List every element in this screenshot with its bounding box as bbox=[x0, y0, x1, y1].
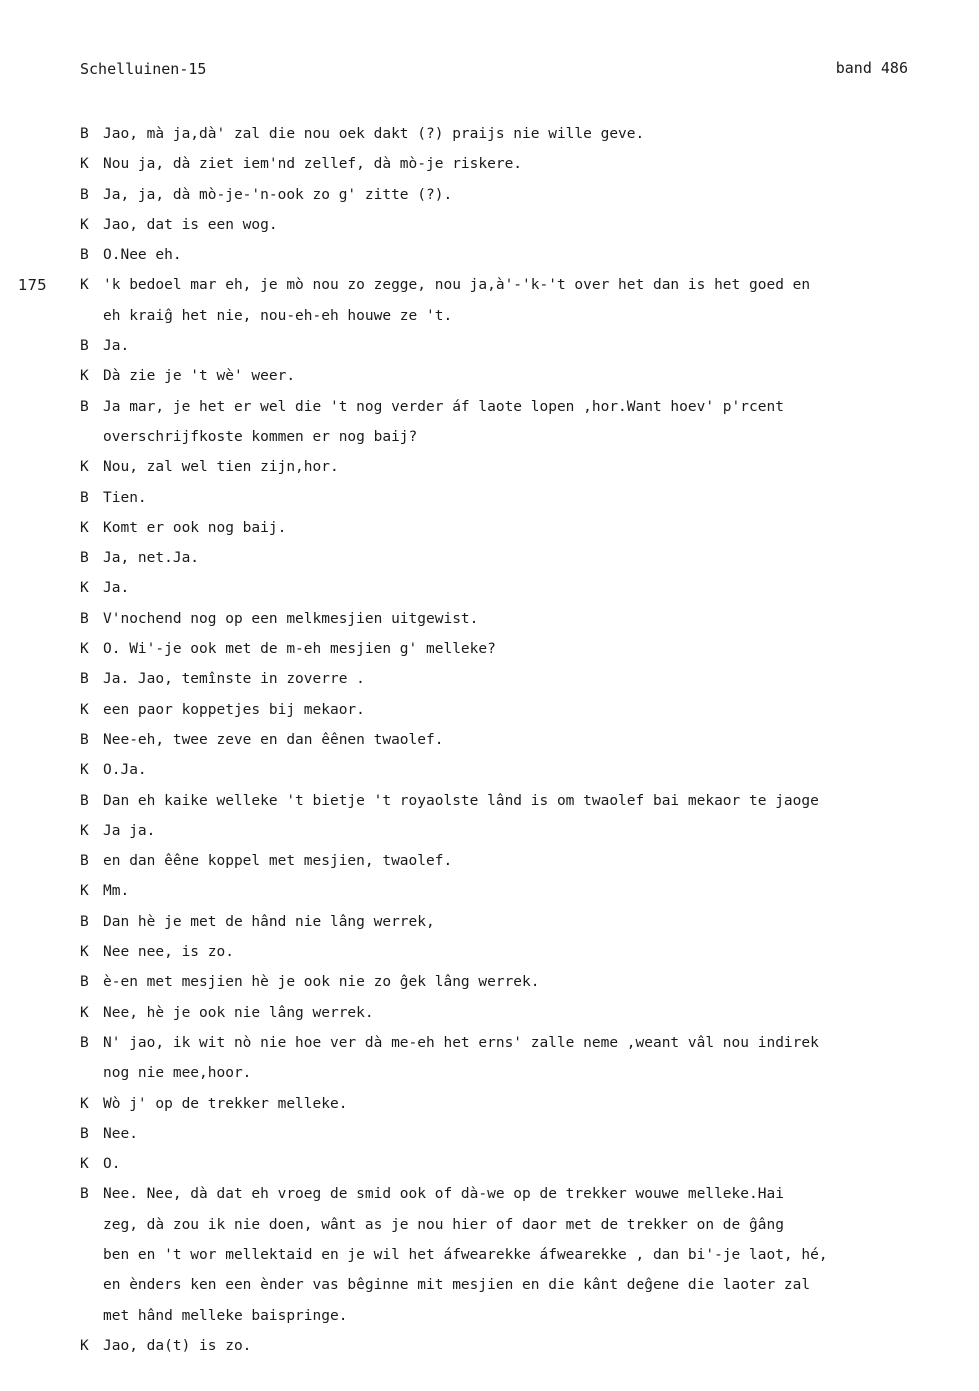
transcript-line bbox=[0, 392, 979, 422]
utterance-text: Ja. bbox=[103, 338, 130, 355]
utterance-text: Nee-eh, twee zeve en dan êênen twaolef. bbox=[103, 731, 444, 748]
utterance-text: Jao, dat is een wog. bbox=[103, 216, 278, 233]
speaker-label: B bbox=[80, 1034, 89, 1051]
speaker-label: B bbox=[80, 338, 89, 355]
utterance-text: Ja, net.Ja. bbox=[103, 550, 200, 567]
transcript-line bbox=[0, 119, 979, 149]
utterance-text: Dan eh kaike welleke 't bietje 't royaolste lând is om twaolef bai mekaor te jaoge bbox=[103, 792, 819, 809]
utterance-text: Ja. Jao, temînste in zoverre . bbox=[103, 671, 365, 688]
utterance-text: 'k bedoel mar eh, je mò nou zo zegge, nou ja,à'-'k-'t over het dan is het goed en bbox=[103, 277, 811, 294]
speaker-label: K bbox=[80, 822, 89, 839]
document-title: Schelluinen-15 bbox=[80, 60, 207, 78]
utterance-text: Ja, ja, dà mò-je-'n-ook zo g' zitte (?). bbox=[103, 186, 453, 203]
utterance-text: V'nochend nog op een melkmesjien uitgewist. bbox=[103, 610, 479, 627]
speaker-label: K bbox=[80, 944, 89, 961]
utterance-text: en ènders ken een ènder vas bêginne mit mesjien en die kânt deĝene die laoter zal bbox=[103, 1277, 811, 1294]
utterance-text: nog nie mee,hoor. bbox=[103, 1065, 252, 1082]
transcript-line bbox=[0, 1240, 979, 1270]
transcript-line bbox=[0, 907, 979, 937]
transcript-line bbox=[0, 331, 979, 361]
transcript-line bbox=[0, 1270, 979, 1300]
utterance-text: en dan êêne koppel met mesjien, twaolef. bbox=[103, 853, 453, 870]
utterance-text: Nou, zal wel tien zijn,hor. bbox=[103, 459, 339, 476]
utterance-text: overschrijfkoste kommen er nog baij? bbox=[103, 428, 418, 445]
speaker-label: K bbox=[80, 1337, 89, 1354]
speaker-label: K bbox=[80, 762, 89, 779]
speaker-label: K bbox=[80, 641, 89, 658]
line-number: 175 bbox=[18, 276, 47, 295]
transcript-line bbox=[0, 846, 979, 876]
speaker-label: B bbox=[80, 247, 89, 264]
speaker-label: B bbox=[80, 550, 89, 567]
speaker-label: K bbox=[80, 519, 89, 536]
transcript-line bbox=[0, 543, 979, 573]
transcript-line bbox=[0, 149, 979, 179]
utterance-text: Komt er ook nog baij. bbox=[103, 519, 287, 536]
transcript-line bbox=[0, 876, 979, 906]
transcript-line bbox=[0, 452, 979, 482]
speaker-label: K bbox=[80, 1156, 89, 1173]
speaker-label: K bbox=[80, 459, 89, 476]
transcript-line bbox=[0, 725, 979, 755]
utterance-text: Jao, mà ja,dà' zal die nou oek dakt (?) praijs nie wille geve. bbox=[103, 126, 645, 142]
utterance-text: Dan hè je met de hând nie lâng werrek, bbox=[103, 913, 435, 930]
utterance-text: eh kraiĝ het nie, nou-eh-eh houwe ze 't. bbox=[103, 307, 453, 324]
speaker-label: K bbox=[80, 216, 89, 233]
transcript-lines bbox=[0, 119, 979, 1361]
speaker-label: B bbox=[80, 610, 89, 627]
speaker-label: B bbox=[80, 974, 89, 991]
utterance-text: Dà zie je 't wè' weer. bbox=[103, 368, 296, 385]
transcript-line bbox=[0, 301, 979, 331]
utterance-text: met hând melleke baispringe. bbox=[103, 1307, 348, 1324]
transcript-line bbox=[0, 755, 979, 785]
speaker-label: B bbox=[80, 731, 89, 748]
transcript-line bbox=[0, 573, 979, 603]
transcript-line bbox=[0, 695, 979, 725]
utterance-text: è-en met mesjien hè je ook nie zo ĝek lâng werrek. bbox=[103, 974, 540, 991]
speaker-label: K bbox=[80, 156, 89, 173]
utterance-text: O.Ja. bbox=[103, 762, 147, 779]
utterance-text: ben en 't wor mellektaid en je wil het áfwearekke áfwearekke , dan bi'-je laot, hé, bbox=[103, 1246, 828, 1263]
transcript-line bbox=[0, 240, 979, 270]
transcript-line bbox=[0, 483, 979, 513]
utterance-text: O. Wi'-je ook met de m-eh mesjien g' melleke? bbox=[103, 641, 496, 658]
transcript-line bbox=[0, 1058, 979, 1088]
transcript-line bbox=[0, 664, 979, 694]
transcript-line bbox=[0, 1179, 979, 1209]
transcript-line bbox=[0, 1089, 979, 1119]
utterance-text: Nee, hè je ook nie lâng werrek. bbox=[103, 1004, 374, 1021]
speaker-label: B bbox=[80, 1186, 89, 1203]
transcript-line bbox=[0, 361, 979, 391]
transcript-line bbox=[0, 604, 979, 634]
transcript-line bbox=[0, 937, 979, 967]
utterance-text: een paor koppetjes bij mekaor. bbox=[103, 701, 365, 718]
utterance-text: Wò j' op de trekker melleke. bbox=[103, 1095, 348, 1112]
transcript-line bbox=[0, 422, 979, 452]
speaker-label: B bbox=[80, 126, 89, 142]
speaker-label: B bbox=[80, 853, 89, 870]
transcript-line bbox=[0, 1301, 979, 1331]
utterance-text: Nee. Nee, dà dat eh vroeg de smid ook of dà-we op de trekker wouwe melleke.Hai bbox=[103, 1186, 784, 1203]
utterance-text: Nou ja, dà ziet iem'nd zellef, dà mò-je riskere. bbox=[103, 156, 523, 173]
speaker-label: K bbox=[80, 1095, 89, 1112]
utterance-text: Ja mar, je het er wel die 't nog verder áf laote lopen ,hor.Want hoev' p'rcent bbox=[103, 398, 784, 415]
transcript-line bbox=[0, 786, 979, 816]
utterance-text: Ja ja. bbox=[103, 822, 156, 839]
transcript-line bbox=[0, 180, 979, 210]
utterance-text: Jao, da(t) is zo. bbox=[103, 1337, 252, 1354]
speaker-label: B bbox=[80, 186, 89, 203]
speaker-label: K bbox=[80, 701, 89, 718]
transcript-line bbox=[0, 210, 979, 240]
utterance-text: Nee. bbox=[103, 1125, 138, 1142]
speaker-label: K bbox=[80, 1004, 89, 1021]
speaker-label: B bbox=[80, 398, 89, 415]
utterance-text: Mm. bbox=[103, 883, 130, 900]
transcript-line bbox=[0, 1028, 979, 1058]
tape-number: band 486 bbox=[835, 59, 908, 77]
utterance-text: O. bbox=[103, 1156, 121, 1173]
utterance-text: zeg, dà zou ik nie doen, wânt as je nou hier of daor met de trekker on de ĝâng bbox=[103, 1216, 784, 1233]
transcript-line bbox=[0, 998, 979, 1028]
utterance-text: N' jao, ik wit nò nie hoe ver dà me-eh het erns' zalle neme ,weant vâl nou indirek bbox=[103, 1034, 819, 1051]
transcript-line bbox=[0, 967, 979, 997]
transcript-line bbox=[0, 634, 979, 664]
speaker-label: B bbox=[80, 792, 89, 809]
speaker-label: B bbox=[80, 489, 89, 506]
speaker-label: B bbox=[80, 1125, 89, 1142]
transcript-line bbox=[0, 1331, 979, 1361]
transcript-line bbox=[0, 513, 979, 543]
speaker-label: K bbox=[80, 368, 89, 385]
speaker-label: K bbox=[80, 277, 89, 294]
transcript-line bbox=[0, 1119, 979, 1149]
transcript-line bbox=[0, 1149, 979, 1179]
transcript-line bbox=[0, 816, 979, 846]
utterance-text: Nee nee, is zo. bbox=[103, 944, 234, 961]
utterance-text: O.Nee eh. bbox=[103, 247, 182, 264]
speaker-label: K bbox=[80, 883, 89, 900]
speaker-label: B bbox=[80, 913, 89, 930]
utterance-text: Ja. bbox=[103, 580, 130, 597]
speaker-label: B bbox=[80, 671, 89, 688]
transcript-line bbox=[0, 1210, 979, 1240]
utterance-text: Tien. bbox=[103, 489, 147, 506]
speaker-label: K bbox=[80, 580, 89, 597]
transcript-line bbox=[0, 270, 979, 300]
